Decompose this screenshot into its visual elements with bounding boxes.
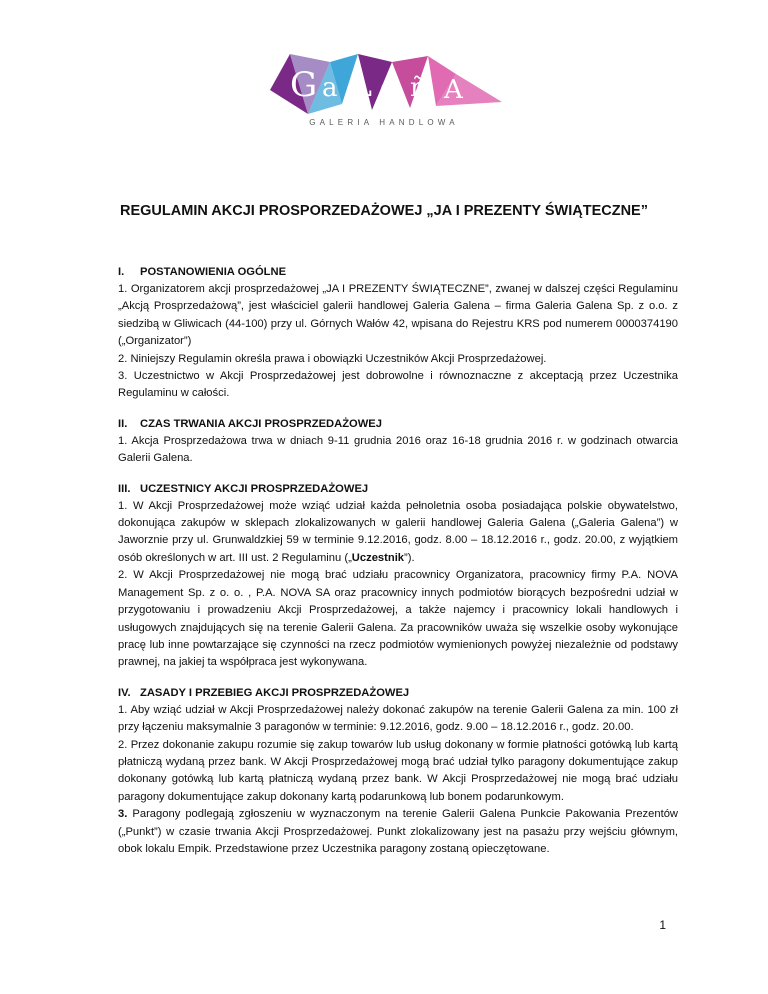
- paragraph: [118, 498, 678, 568]
- section-1: [118, 264, 678, 403]
- paragraph: 2. W Akcji Prosprzedażowej nie mogą brać udziału pracownicy Organizatora, pracownicy firmy P.A. NOVA Management Sp. z o. o. , P.A. NOVA SA oraz pracownicy innych podmiotów biorących bezpośredni udział w przygotowaniu i prowadzeniu Akcji Prosprzedażowej, a także najemcy i pracownicy lokali handlowych i usługowych znajdujących się na terenie Galerii Galena. Za pracowników uważa się wszelkie osoby wykonujące pracę lub inne powtarzające się czynności na rzecz podmiotów wymienionych powyżej niezależnie od podstawy prawnej, na jakiej ta współpraca jest wykonywana.: [118, 569, 678, 669]
- paragraph: 1. Aby wziąć udział w Akcji Prosprzedażowej należy dokonać zakupów na terenie Galerii Galena za min. 100 zł przy łączeniu maksymalnie 3 paragonów w terminie: 9.12.2016, godz. 9.00 – 18.12.2016 r., godz. 20.00.: [118, 703, 678, 734]
- section-heading: [118, 264, 678, 281]
- svg-text:e: e: [380, 73, 396, 103]
- paragraph-number: 3.: [118, 808, 128, 821]
- defined-term: Uczestnik: [351, 551, 405, 564]
- galena-logo: [260, 52, 508, 142]
- logo-subtitle: GALERIA HANDLOWA: [309, 118, 459, 127]
- section-title: POSTANOWIENIA OGÓLNE: [140, 266, 287, 278]
- section-heading: [118, 416, 678, 433]
- svg-text:A: A: [444, 75, 463, 105]
- paragraph-text: Paragony podlegają zgłoszeniu w wyznaczonym na terenie Galerii Galena Punkcie Pakowania Prezentów („Punkt”) w czasie trwania Akcji Prosprzedażowej. Punkt zlokalizowany jest na pasażu przy wejściu głównym, obok lokalu Empik. Przedstawione przez Uczestnika paragony zostaną opieczętowane.: [118, 808, 678, 855]
- svg-text:ñ: ñ: [410, 73, 427, 103]
- document-body: [118, 264, 678, 871]
- svg-text:a: a: [322, 73, 338, 103]
- paragraph: 2. Przez dokonanie zakupu rozumie się zakup towarów lub usług dokonany w formie płatności gotówką lub kartą płatniczą wydaną przez bank. W Akcji Prosprzedażowej mogą brać udział tylko paragony dokumentujące zakup dokonany gotówką lub kartą płatniczą wydaną przez bank. W Akcji Prosprzedażowej nie mogą brać udziału paragony dokumentujące zakup dokonany kartą podarunkową lub bonem podarunkowym.: [118, 738, 678, 803]
- section-number: I.: [118, 266, 125, 278]
- paragraph-text: ”).: [404, 551, 415, 564]
- page-number: 1: [659, 918, 666, 932]
- section-number: IV.: [118, 686, 131, 699]
- section-2: [118, 416, 678, 468]
- paragraph: 3. Uczestnictwo w Akcji Prosprzedażowej jest dobrowolne i równoznaczne z akceptacją przez Uczestnika Regulaminu w całości.: [118, 370, 678, 400]
- section-heading: [118, 481, 678, 498]
- section-title: UCZESTNICY AKCJI PROSPRZEDAŻOWEJ: [140, 482, 369, 495]
- paragraph: 1. Akcja Prosprzedażowa trwa w dniach 9-11 grudnia 2016 oraz 16-18 grudnia 2016 r. w godzinach otwarcia Galerii Galena.: [118, 434, 678, 465]
- section-heading: [118, 685, 678, 702]
- paragraph: [118, 806, 678, 858]
- section-number: III.: [118, 482, 131, 495]
- paragraph: 2. Niniejszy Regulamin określa prawa i obowiązki Uczestników Akcji Prosprzedażowej.: [118, 352, 547, 365]
- section-4: [118, 685, 678, 859]
- section-title: CZAS TRWANIA AKCJI PROSPRZEDAŻOWEJ: [140, 417, 382, 430]
- section-title: ZASADY I PRZEBIEG AKCJI PROSPRZEDAŻOWEJ: [140, 686, 410, 699]
- svg-text:G: G: [290, 65, 318, 105]
- paragraph: 1. Organizatorem akcji prosprzedażowej „JA I PREZENTY ŚWIĄTECZNE”, zwanej w dalszej części Regulaminu „Akcją Prosprzedażową”, jest właściciel galerii handlowej Galeria Galena – firma Galeria Galena Sp. z o.o. z siedzibą w Gliwicach (44-100) przy ul. Górnych Wałów 42, wpisana do Rejestru KRS pod numerem 0000374190 („Organizator”): [118, 283, 678, 348]
- section-number: II.: [118, 417, 128, 430]
- document-title: REGULAMIN AKCJI PROSPORZEDAŻOWEJ „JA I PREZENTY ŚWIĄTECZNE”: [120, 203, 648, 219]
- svg-text:L: L: [352, 69, 372, 104]
- section-3: [118, 481, 678, 672]
- galena-logo-graphic: [260, 52, 508, 116]
- paragraph-text: 1. W Akcji Prosprzedażowej może wziąć udział każda pełnoletnia osoba posiadająca polskie obywatelstwo, dokonująca zakupów w sklepach zlokalizowanych w galerii handlowej Galeria Galena („Galeria Galena”) w Jaworznie przy ul. Grunwaldzkiej 59 w terminie 9.12.2016, godz. 8.00 – 18.12.2016 r., godz. 20.00, z wyjątkiem osób określonych w art. III ust. 2 Regulaminu („: [118, 499, 678, 564]
